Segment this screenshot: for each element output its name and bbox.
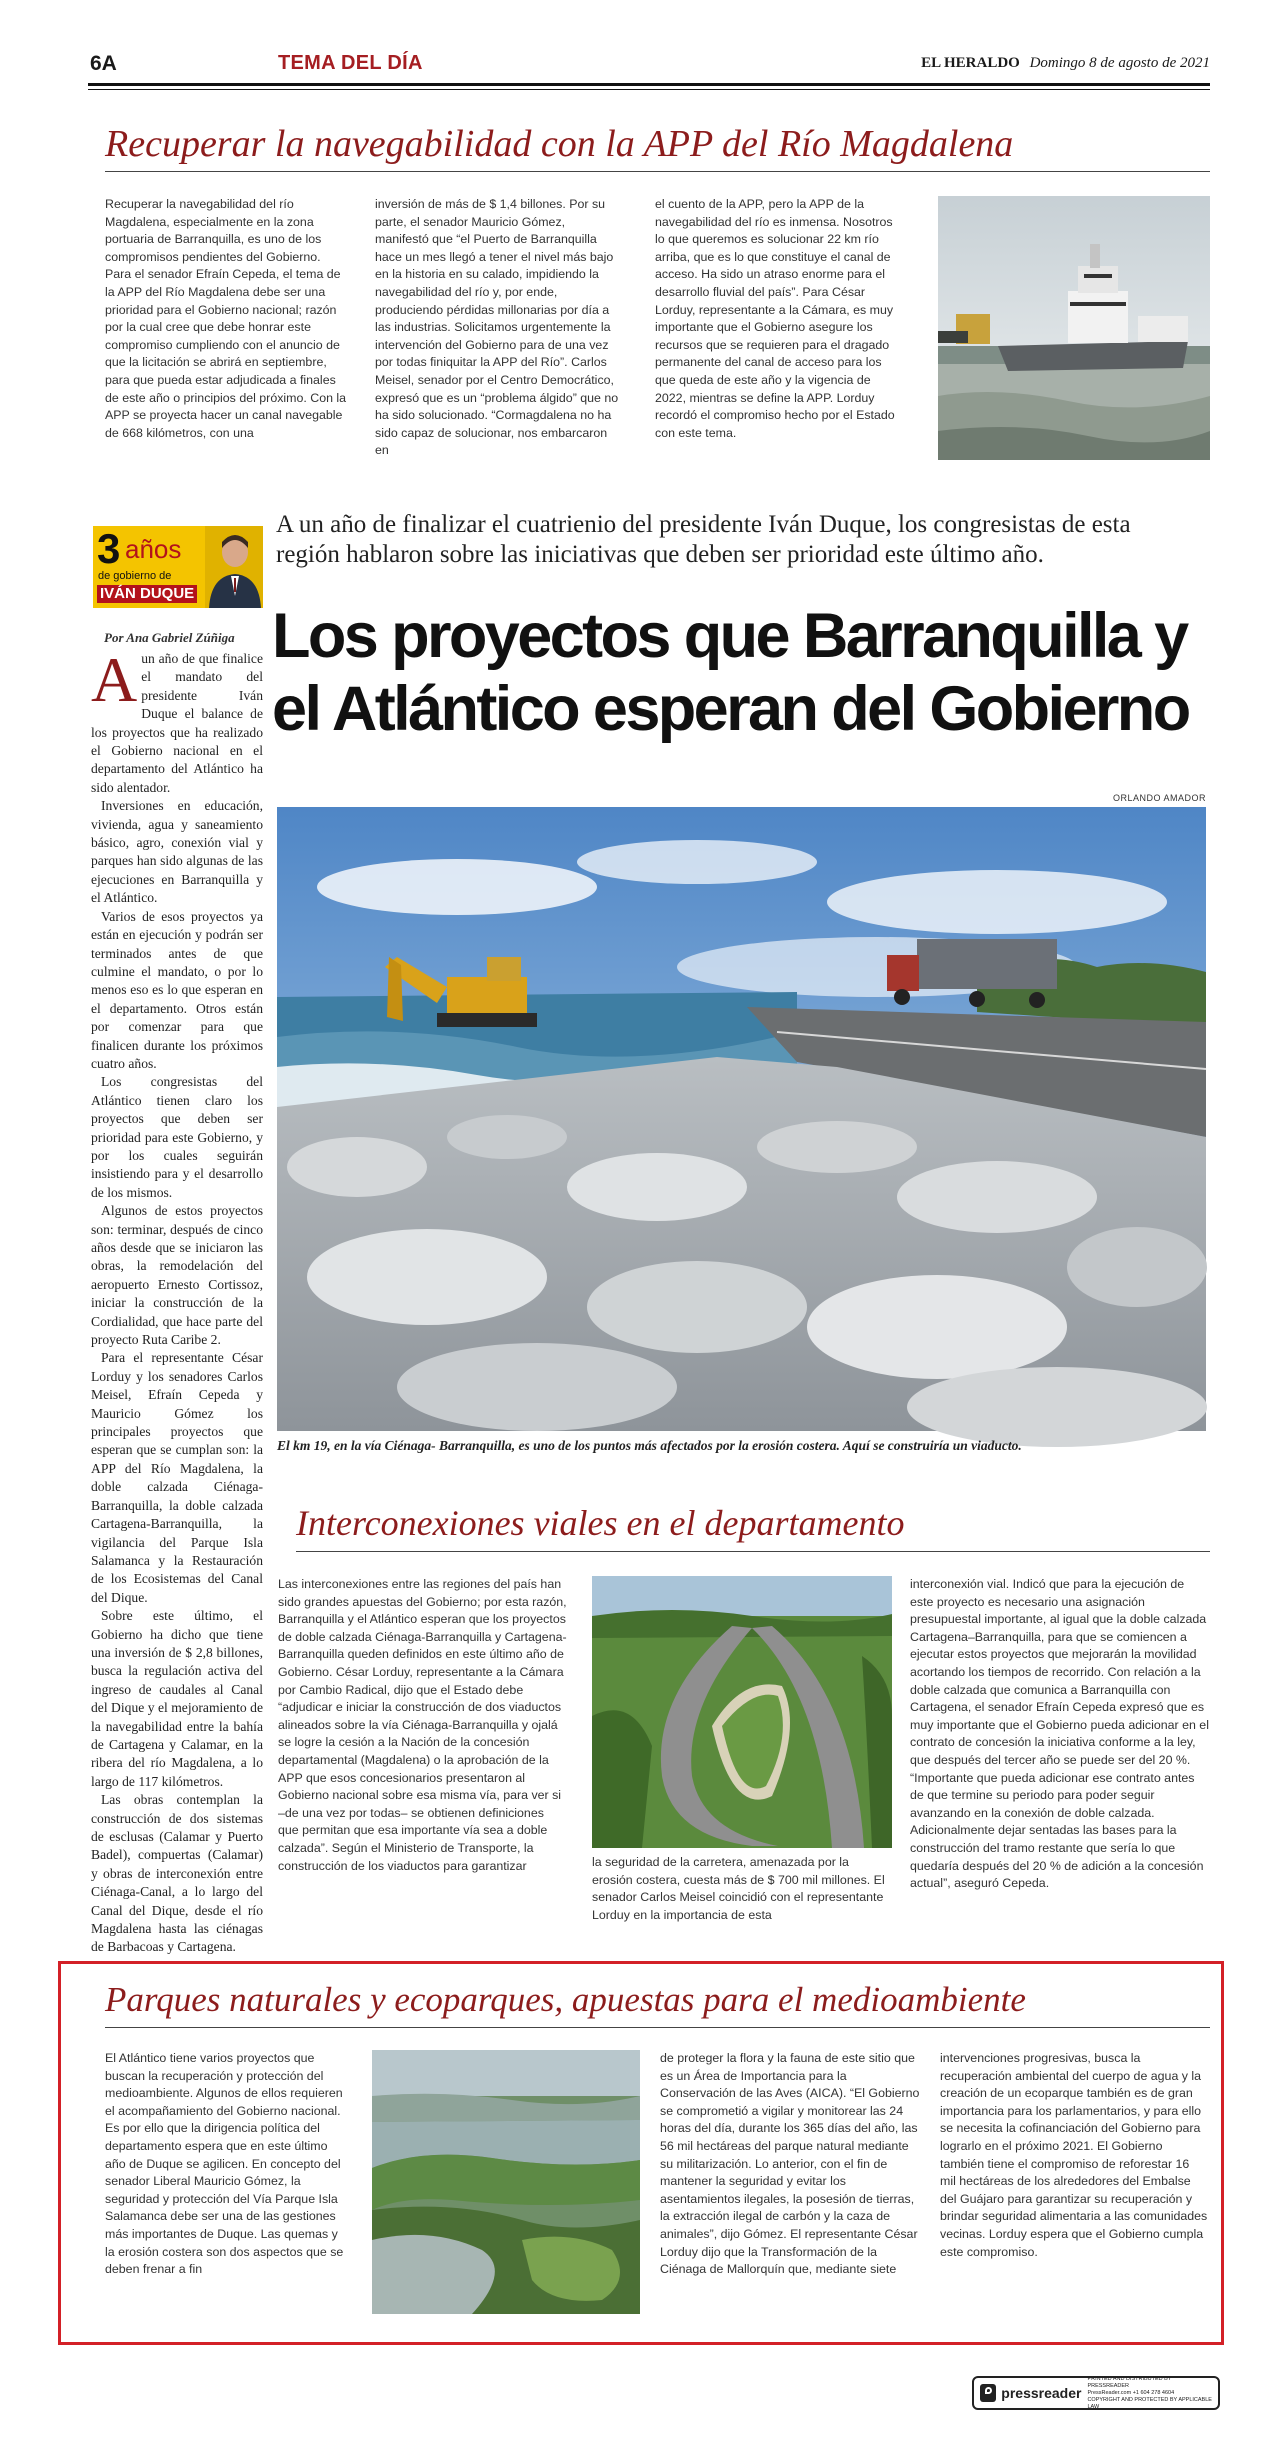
headline-line2: el Atlántico esperan del Gobierno bbox=[272, 674, 1189, 744]
story3-title-rule bbox=[105, 2027, 1210, 2028]
wetland-aerial-photo bbox=[372, 2050, 640, 2314]
photo-caption: El km 19, en la vía Ciénaga- Barranquilla, es uno de los puntos más afectados por la erosión costera. Aquí se construiría un viaducto. bbox=[277, 1438, 1022, 1453]
story2-col3: interconexión vial. Indicó que para la ejecución de este proyecto es necesario una asignación presupuestal importante, al igual que la doble calzada Cartagena–Barranquilla, para que se comiencen a ejecutar estos proyectos que mejorarán la movilidad acortando los tiempos de recorrido. Con relación a la doble calzada que comunica a Barranquilla con Cartagena, el senador Efraín Cepeda expresó que es muy importante que el Gobierno pueda adicionar en el contrato de concesión la iniciativa conforme a la ley, que después del tercer año se puede ser del 20 %. “Importante que pueda adicionar ese contrato antes de que termine su periodo para poder seguir avanzando en la conexión de doble calzada. Adicionalmente dejar sentadas las bases para la construcción del tramo restante que sería lo que quedaría después del 20 % de adición a la concesión actual”, aseguró Cepeda. bbox=[910, 1577, 1209, 1891]
story2-col1: Las interconexiones entre las regiones del país han sido grandes apuestas del Gobierno; por esta razón, Barranquilla y el Atlántico esperan que los proyectos de doble calzada Ciénaga-Barranquilla y Cartagena-Barranquilla queden definidos en este último año de Gobierno. César Lorduy, representante a la Cámara por Cambio Radical, dijo que el Estado debe “adjudicar e iniciar la construcción de dos viaductos alineados sobre la vía Ciénaga-Barranquilla y ojalá se logre la cesión a la Nación de la concesión departamental (Magdalena) o la aprobación de la APP que esos concesionarios presentaron al Gobierno nacional sobre esa misma vía, para ver si –de una vez por todas– se obtienen definiciones que permitan que esa importante vía sea a doble calzada”. Según el Ministerio de Transporte, la construcción de los viaductos para garantizar bbox=[278, 1577, 567, 1873]
pressreader-logo-icon bbox=[980, 2384, 996, 2402]
header-rule-thin bbox=[88, 89, 1210, 90]
body-p1: un año de que finalice el mandato del presidente Iván Duque el balance de los proyectos que ha realizado el Gobierno nacional en el departamento del Atlántico ha sido alentador. bbox=[91, 651, 263, 795]
page-number: 6A bbox=[90, 52, 117, 75]
anniversary-badge bbox=[93, 526, 263, 608]
pressreader-brand: pressreader bbox=[1001, 2385, 1082, 2401]
story2-col2: la seguridad de la carretera, amenazada por la erosión costera, cuesta más de $ 700 mil millones. El senador Carlos Meisel coincidió con el representante Lorduy en la importancia de esta bbox=[592, 1855, 885, 1922]
newspaper-name: EL HERALDO bbox=[921, 55, 1020, 71]
deck-text: A un año de finalizar el cuatrienio del presidente Iván Duque, los congresistas de esta región hablaron sobre las iniciativas que deben ser prioridad este último año. bbox=[276, 511, 1131, 568]
body-p5: Algunos de estos proyectos son: terminar, después de cinco años desde que se iniciaron las obras, la remodelación del aeropuerto Ernesto Cortissoz, iniciar la construcción de la Cordialidad, que hace parte del proyecto Ruta Caribe 2. bbox=[91, 1203, 263, 1348]
body-p4: Los congresistas del Atlántico tienen claro los proyectos que deben ser prioridad para este Gobierno, y por los cuales seguirán insistiendo para y el desarrollo de los mismos. bbox=[91, 1074, 263, 1200]
story3-col1: El Atlántico tiene varios proyectos que buscan la recuperación y protección del medioambiente. Algunos de ellos requieren el acompañamiento del Gobierno nacional. Es por ello que la dirigencia política del departamento espera que en este último año de Duque se agilicen. En concepto del senador Liberal Mauricio Gómez, la seguridad y protección del Vía Parque Isla Salamanca debe ser una de las gestiones más importantes de Duque. Las quemas y la erosión costera son dos aspectos que se deben frenar a fin bbox=[105, 2051, 344, 2277]
byline: Por Ana Gabriel Zúñiga bbox=[104, 630, 235, 645]
badge-line2: IVÁN DUQUE bbox=[97, 585, 197, 603]
masthead-info bbox=[921, 55, 1210, 72]
badge-word: años bbox=[125, 534, 182, 564]
president-portrait bbox=[205, 526, 263, 608]
badge-line1: de gobierno de bbox=[98, 570, 172, 582]
pressreader-legal bbox=[1087, 2376, 1212, 2411]
body-p8: Las obras contemplan la construcción de dos sistemas de esclusas (Calamar y Puerto Badel), compuertas (Calamar) y obras de interconexión entre Ciénaga-Canal, a lo largo del Canal del Dique, desde el río Magdalena hasta las ciénagas de Barbacoas y Cartagena. bbox=[91, 1792, 263, 1955]
body-p6: Para el representante César Lorduy y los senadores Carlos Meisel, Efraín Cepeda y Mauricio Gómez los principales proyectos que esperan que se cumplan son: la APP del Río Magdalena, la doble calzada Ciénaga-Barranquilla, la doble calzada Cartagena-Barranquilla, la vigilancia del Parque Isla Salamanca y la Restauración de los Ecosistemas del Canal del Dique. bbox=[91, 1350, 263, 1605]
main-article-column bbox=[91, 644, 263, 1955]
story2-title: Interconexiones viales en el departamento bbox=[296, 1503, 905, 1543]
story3-title: Parques naturales y ecoparques, apuestas para el medioambiente bbox=[105, 1980, 1026, 2019]
header-rule bbox=[88, 83, 1210, 86]
footer-line2: PressReader.com +1 604 278 4604 bbox=[1087, 2389, 1175, 2396]
story3-col3: intervenciones progresivas, busca la recuperación ambiental del cuerpo de agua y la creación de un ecoparque también es de gran importancia para los parlamentarios, y para ello se necesita la cofinanciación del Gobierno para lograrlo en el próximo 2021. El Gobierno también tiene el compromiso de reforestar 16 mil hectáreas de los alrededores del Embalse del Guájaro para garantizar su recuperación y brindar seguridad alimentaria a las comunidades vecinas. Lorduy espera que el Gobierno cumpla este compromiso. bbox=[940, 2051, 1208, 2259]
footer-line1: PRINTED AND DISTRIBUTED BY PRESSREADER bbox=[1087, 2375, 1172, 2389]
section-label: TEMA DEL DÍA bbox=[278, 52, 423, 74]
issue-date: Domingo 8 de agosto de 2021 bbox=[1029, 55, 1210, 71]
body-p7: Sobre este último, el Gobierno ha dicho que tiene una inversión de $ 2,8 billones, busca la regulación activa del ingreso de caudales al Canal del Dique y el mejoramiento de la navegabilidad entre la bahía de Cartagena y Calamar, en la ribera del río Magdalena, a lo largo de 117 kilómetros. bbox=[91, 1608, 263, 1789]
story1-title-rule bbox=[105, 171, 1210, 172]
ship-photo bbox=[938, 196, 1210, 460]
erosion-main-photo bbox=[277, 807, 1206, 1431]
highway-photo bbox=[592, 1576, 892, 1848]
story1-col2: inversión de más de $ 1,4 billones. Por su parte, el senador Mauricio Gómez, manifestó que “el Puerto de Barranquilla hace un mes llegó a tener el nivel más bajo en la historia en su calado, impidiendo la navegabilidad del río y, por ende, produciendo pérdidas millonarias por día a las industrias. Solicitamos urgentemente la intervención del Gobierno para de una vez por todas finiquitar la APP del Río”. Carlos Meisel, senador por el Centro Democrático, expresó que es un “problema álgido” que no ha sido solucionado. “Cormagdalena no ha sido capaz de solucionar, nos embarcaron en bbox=[375, 197, 619, 458]
story2-title-rule bbox=[296, 1551, 1210, 1552]
story3-col2: de proteger la flora y la fauna de este sitio que es un Área de Importancia para la Conservación de las Aves (AICA). “El Gobierno se comprometió a vigilar y monitorear las 24 horas del día, durante los 365 días del año, las 56 mil hectáreas del parque natural mediante su militarización. Lo anterior, con el fin de mantener la seguridad y evitar los asentamientos ilegales, la posesión de tierras, la extracción ilegal de carbón y la caza de animales”, dijo Gómez. El representante César Lorduy dijo que la Transformación de la Ciénaga de Mallorquín que, mediante siete bbox=[660, 2051, 920, 2277]
badge-number: 3 bbox=[97, 525, 121, 572]
story1-col1: Recuperar la navegabilidad del río Magdalena, especialmente en la zona portuaria de Barranquilla, es uno de los compromisos pendientes del Gobierno. Para el senador Efraín Cepeda, el tema de la APP del Río Magdalena debe ser una prioridad para el Gobierno nacional; razón por la cual cree que debe honrar este compromiso cumpliendo con el anuncio de que la licitación se abrirá en septiembre, para que pueda estar adjudicada a finales de este año o principios del próximo. Con la APP se proyecta hacer un canal navegable de 668 kilómetros, con una bbox=[105, 197, 347, 440]
pressreader-footer[interactable] bbox=[972, 2376, 1220, 2410]
drop-cap: A bbox=[91, 644, 138, 715]
story1-title: Recuperar la navegabilidad con la APP del Río Magdalena bbox=[105, 123, 1014, 165]
body-p2: Inversiones en educación, vivienda, agua y saneamiento básico, agro, conexión vial y parques han sido algunas de las ejecuciones en Barranquilla y el Atlántico. bbox=[91, 798, 263, 906]
main-headline bbox=[272, 600, 1217, 746]
story1-col3: el cuento de la APP, pero la APP de la navegabilidad del río es inmensa. Nosotros lo que queremos es solucionar 22 km río arriba, que es lo que constituye el canal de acceso. Ha sido un atraso enorme para el desarrollo fluvial del país”. Para César Lorduy, representante a la Cámara, es muy importante que el Gobierno asegure los recursos que se requieren para el dragado permanente del canal de acceso para los que queda de este año y la vigencia de 2022, mientras se define la APP. Lorduy recordó el compromiso hecho por el Estado con este tema. bbox=[655, 197, 895, 440]
body-p3: Varios de esos proyectos ya están en ejecución y podrán ser terminados antes de que culmine el mandato, o por lo menos eso es lo que esperan en el departamento. Otros están por comenzar para que finalicen durante los próximos cuatro años. bbox=[91, 908, 263, 1071]
photo-credit: ORLANDO AMADOR bbox=[1112, 793, 1206, 803]
headline-line1: Los proyectos que Barranquilla y bbox=[272, 601, 1187, 671]
footer-line3: COPYRIGHT AND PROTECTED BY APPLICABLE LAW bbox=[1087, 2396, 1212, 2410]
